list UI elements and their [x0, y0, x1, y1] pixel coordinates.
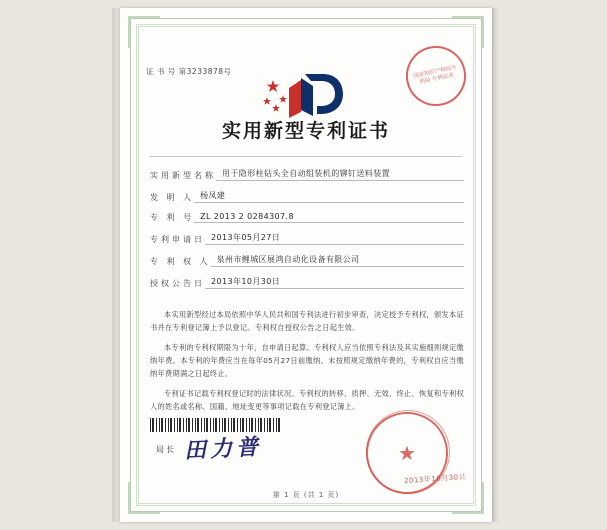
field-row-inventor [150, 190, 464, 203]
field-value: 2013年05月27日 [205, 232, 464, 245]
page-shadow-left [112, 8, 120, 522]
field-label: 实用新型名称 [150, 171, 216, 180]
star-icon: ★ [398, 441, 416, 465]
field-label: 专 利 权 人 [150, 257, 211, 266]
field-value: 泉州市鲤城区展鸿自动化设备有限公司 [211, 254, 464, 267]
field-label: 发 明 人 [150, 193, 195, 202]
field-row-grant-date [150, 276, 464, 289]
legal-paragraph: 专利证书记载专利权登记时的法律状况。专利权的转移、质押、无效、终止、恢复和专利权人的姓名或名称、国籍、地址变更等事项记载在专利登记簿上。 [150, 388, 464, 411]
field-list [150, 168, 464, 298]
director-label: 局长 [156, 445, 176, 454]
page-title: 实用新型专利证书 [221, 120, 390, 142]
page-footer: 第 1 页 (共 1 页) [272, 491, 340, 499]
legal-body-text [150, 308, 464, 419]
field-row-utility-model-name [150, 168, 464, 181]
field-label: 专 利 号 [150, 213, 195, 222]
field-value: 用于隐形柱钻头全自动组装机的铆钉送料装置 [216, 168, 464, 181]
corner-ornament-top-left [128, 16, 160, 48]
title-divider [150, 156, 462, 157]
field-row-patent-number [150, 212, 464, 223]
seal-date: 2013年10月30日 [403, 472, 467, 486]
issuing-office-stamp-text: 国家知识产权局专利局 专利证书 [413, 64, 458, 86]
certificate-number: 证 书 号 第3233878号 [146, 67, 232, 76]
legal-paragraph: 本实用新型经过本局依照中华人民共和国专利法进行初步审查，决定授予专利权，颁发本证书并在专利登记簿上予以登记。专利权自授权公告之日起生效。 [150, 310, 464, 333]
director-signature: 田力普 [183, 433, 263, 465]
field-label: 授权公告日 [150, 279, 205, 288]
field-value: ZL 2013 2 0284307.8 [194, 212, 464, 223]
field-row-application-date [150, 232, 464, 245]
field-label: 专利申请日 [150, 235, 205, 244]
patent-office-logo-icon [261, 70, 351, 122]
legal-paragraph: 本专利的专利权期限为十年，自申请日起算。专利权人应当依照专利法及其实施细则规定缴纳年费。本专利的年费应当在每年05月27日前缴纳。未按照规定缴纳年费的，专利权自应当缴纳年费期满之日起终止。 [150, 342, 464, 379]
corner-ornament-top-right [452, 16, 484, 48]
field-row-patentee [150, 254, 464, 267]
certificate-page [120, 8, 492, 522]
field-value: 杨凤建 [194, 190, 464, 203]
field-value: 2013年10月30日 [205, 276, 464, 289]
page-shadow-right [492, 8, 500, 522]
